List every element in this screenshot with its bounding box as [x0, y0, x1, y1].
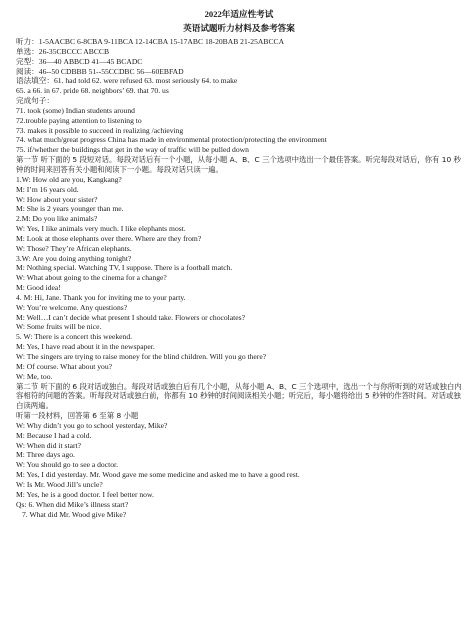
- answer-line: 65. a 66. in 67. pride 68. neighbors’ 69. that 70. us: [16, 86, 169, 96]
- transcript-line: M: Of course. What about you?: [16, 361, 113, 371]
- answer-line: 阅读：46--50 CDBBB 51--55CCDBC 56—60EBFAD: [16, 66, 184, 76]
- section2-instructions: 第二节 听下面的 6 段对话或独白。每段对话或独白后有几个小题，从每小题 A、B、C 三个选项中，选出一个与你所听到的对话或独白内容相符的问题的答案。听每段对话或独白前，你都有 10 秒钟的时间阅读相关小题；听完后，每小题将给出 5 秒钟的作答时间。对话或独白读两遍。: [16, 381, 462, 411]
- answer-line: 71. took (some) Indian students around: [16, 105, 135, 115]
- transcript-line: M: Three days ago.: [16, 450, 75, 460]
- transcript-line: W: Is Mr. Wood Jill’s uncle?: [16, 479, 103, 489]
- answer-line: 73. makes it possible to succeed in realizing /achieving: [16, 125, 184, 135]
- answer-key: [16, 37, 462, 155]
- transcript-line: 3.W: Are you doing anything tonight?: [16, 253, 132, 263]
- transcript-line: W: How about your sister?: [16, 194, 98, 204]
- transcript-line: M: Well…I can’t decide what present I should take. Flowers or chocolates?: [16, 312, 245, 322]
- transcript-line: W: When did it start?: [16, 440, 81, 450]
- answer-line: 74. what much/great progress China has made in environmental protection/protecting the environment: [16, 135, 327, 145]
- transcript-line: 7. What did Mr. Wood give Mike?: [22, 509, 127, 519]
- transcript-line: M: Because I had a cold.: [16, 430, 92, 440]
- answer-line: 单选：26-35CBCCC ABCCB: [16, 46, 110, 56]
- answer-line: 语法填空：61. had told 62. were refused 63. most seriously 64. to make: [16, 76, 238, 86]
- answer-line: 72.trouble paying attention to listening to: [16, 115, 142, 125]
- transcript-line: M: Yes, he is a good doctor. I feel better now.: [16, 489, 154, 499]
- transcript-line: M: Yes, I have read about it in the newspaper.: [16, 342, 155, 352]
- transcript-line: M: Good idea!: [16, 283, 61, 293]
- transcript-line: M: Nothing special. Watching TV, I suppose. There is a football match.: [16, 263, 233, 273]
- transcript-line: M: She is 2 years younger than me.: [16, 204, 124, 214]
- transcript-line: Qs: 6. When did Mike’s illness start?: [16, 499, 129, 509]
- transcript-line: M: Yes, I did yesterday. Mr. Wood gave me some medicine and asked me to have a good rest.: [16, 470, 300, 480]
- transcript-line: W: Yes, I like animals very much. I like elephants most.: [16, 224, 186, 234]
- transcript-line: W: You should go to see a doctor.: [16, 460, 119, 470]
- transcript-line: 5. W: There is a concert this weekend.: [16, 332, 133, 342]
- transcript-line: W: Me, too.: [16, 371, 53, 381]
- transcript-line: 听第一段材料，回答第 6 至第 8 小题: [16, 411, 139, 421]
- answer-line: 75. if/whether the buildings that get in the way of traffic will be pulled down: [16, 145, 249, 155]
- page-title: 2022年适应性考试: [204, 9, 274, 19]
- section2-transcript: [16, 411, 462, 519]
- transcript-line: W: The singers are trying to raise money for the blind children. Will you go there?: [16, 352, 267, 361]
- transcript-line: W: Those? They’re African elephants.: [16, 243, 132, 253]
- answer-line: 完成句子：: [16, 96, 54, 106]
- transcript-line: W: You’re welcome. Any questions?: [16, 302, 128, 312]
- section1-transcript: [16, 175, 462, 382]
- transcript-line: W: Some fruits will be nice.: [16, 322, 102, 332]
- section1-instructions: 第一节 听下面的 5 段短对话。每段对话后有一个小题，从每小题 A、B、C 三个选项中选出一个最佳答案。听完每段对话后，你有 10 秒钟的时间来回答有关小题和阅读下一小题。每段对话只读一遍。: [16, 155, 461, 174]
- answer-line: 完型：36—40 ABBCD 41—45 BCADC: [16, 56, 143, 66]
- transcript-line: W: What about going to the cinema for a change?: [16, 273, 167, 283]
- transcript-line: 4. M: Hi, Jane. Thank you for inviting me to your party.: [16, 292, 186, 302]
- transcript-line: M: I’m 16 years old.: [16, 184, 79, 194]
- answer-line: 听力：1-5AACBC 6-8CBA 9-11BCA 12-14CBA 15-17ABC 18-20BAB 21-25ABCCA: [16, 37, 285, 46]
- transcript-line: M: Look at those elephants over there. Where are they from?: [16, 233, 202, 243]
- page-subtitle: 英语试题听力材料及参考答案: [183, 23, 295, 33]
- transcript-line: 2.M: Do you like animals?: [16, 214, 98, 224]
- transcript-line: 1.W: How old are you, Kangkang?: [16, 174, 122, 184]
- transcript-line: W: Why didn’t you go to school yesterday, Mike?: [16, 420, 168, 430]
